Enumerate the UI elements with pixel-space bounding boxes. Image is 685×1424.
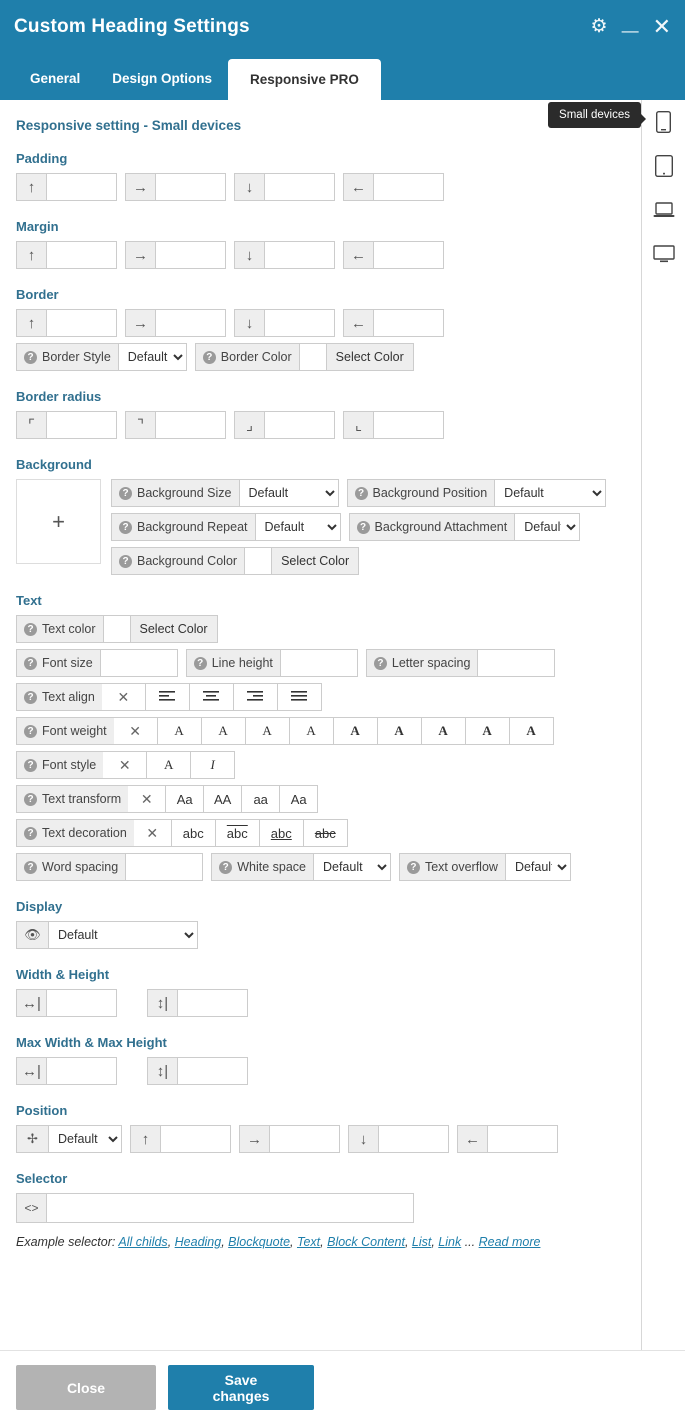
- text-decoration-label: ? Text decoration: [16, 819, 134, 847]
- word-spacing-input[interactable]: [125, 853, 203, 881]
- responsive-setting-heading: Responsive setting - Small devices: [16, 118, 242, 133]
- example-link-list[interactable]: List: [411, 1235, 432, 1249]
- radius-bottom-left-input[interactable]: [373, 411, 444, 439]
- arrow-right-icon: →: [125, 309, 155, 337]
- border-top: [16, 309, 117, 337]
- close-button[interactable]: Close: [16, 1365, 156, 1410]
- border-style-select[interactable]: [118, 343, 187, 371]
- padding-right-input[interactable]: [155, 173, 226, 201]
- help-icon[interactable]: ?: [24, 759, 37, 772]
- padding-top-input[interactable]: [46, 173, 117, 201]
- corner-top-right-icon: ⌝: [125, 411, 155, 439]
- help-icon[interactable]: ?: [219, 861, 232, 874]
- help-icon[interactable]: ?: [24, 623, 37, 636]
- text-transform-lowercase-button[interactable]: aa: [242, 785, 280, 813]
- width-icon: ↔|: [16, 1057, 46, 1085]
- desktop-icon[interactable]: [642, 232, 685, 276]
- padding-bottom: [234, 173, 335, 201]
- border-style-group: [16, 343, 187, 371]
- text-transform-none-button[interactable]: ✕: [128, 785, 166, 813]
- selector-row: [16, 1193, 629, 1223]
- help-icon[interactable]: ?: [24, 861, 37, 874]
- radius-bottom-left: [343, 411, 444, 439]
- white-space-group: [211, 853, 391, 881]
- font-weight-100-button[interactable]: A: [158, 717, 202, 745]
- background-repeat-label: ? Background Repeat: [111, 513, 255, 541]
- border-top-input[interactable]: [46, 309, 117, 337]
- help-icon[interactable]: ?: [119, 521, 132, 534]
- gear-icon[interactable]: ⚙: [590, 16, 608, 37]
- label-border-radius: Border radius: [16, 389, 102, 404]
- width-height-row: [16, 989, 629, 1017]
- word-spacing-group: [16, 853, 203, 881]
- padding-right: [125, 173, 226, 201]
- radius-bottom-right: [234, 411, 335, 439]
- display-group: [16, 921, 198, 949]
- arrow-left-icon: ←: [457, 1125, 487, 1153]
- label-padding: Padding: [16, 151, 68, 166]
- margin-left-input[interactable]: [373, 241, 444, 269]
- corner-bottom-left-icon: ⌞: [343, 411, 373, 439]
- background-size-select[interactable]: [239, 479, 339, 507]
- background-color-row: [111, 547, 606, 575]
- example-link-block-content[interactable]: Block Content: [327, 1235, 405, 1249]
- white-space-label: ? White space: [211, 853, 313, 881]
- text-transform-uppercase-button[interactable]: AA: [204, 785, 242, 813]
- text-align-row: [16, 683, 629, 711]
- font-size-group: [16, 649, 178, 677]
- help-icon[interactable]: ?: [194, 657, 207, 670]
- text-decoration-line-through-button[interactable]: abc: [304, 819, 348, 847]
- help-icon[interactable]: ?: [24, 827, 37, 840]
- max-width-group: [16, 1057, 117, 1085]
- border-style-label: ? Border Style: [16, 343, 118, 371]
- font-weight-700-button[interactable]: A: [422, 717, 466, 745]
- arrow-left-icon: ←: [343, 309, 373, 337]
- text-transform-row: [16, 785, 629, 813]
- display-select[interactable]: [48, 921, 198, 949]
- margin-top: [16, 241, 117, 269]
- letter-spacing-input[interactable]: [477, 649, 555, 677]
- padding-top: [16, 173, 117, 201]
- font-weight-500-button[interactable]: A: [334, 717, 378, 745]
- line-height-label: ? Line height: [186, 649, 280, 677]
- height-icon: ↕|: [147, 1057, 177, 1085]
- margin-right: [125, 241, 226, 269]
- example-link-link[interactable]: Link: [438, 1235, 462, 1249]
- background-color-swatch[interactable]: [244, 547, 272, 575]
- background-repeat-group: [111, 513, 341, 541]
- padding-bottom-input[interactable]: [264, 173, 335, 201]
- tab-general[interactable]: General: [30, 71, 81, 86]
- max-width-height-row: [16, 1057, 629, 1085]
- text-transform-initial-button[interactable]: Aa: [280, 785, 318, 813]
- text-align-left-button[interactable]: [146, 683, 190, 711]
- text-decoration-none-button[interactable]: ✕: [134, 819, 172, 847]
- padding-row: [16, 173, 629, 201]
- background-repeat-attachment-row: [111, 513, 606, 541]
- help-icon[interactable]: ?: [203, 351, 216, 364]
- text-align-right-button[interactable]: [234, 683, 278, 711]
- line-height-group: [186, 649, 358, 677]
- arrow-up-icon: ↑: [16, 241, 46, 269]
- font-style-none-button[interactable]: ✕: [103, 751, 147, 779]
- position-left: [457, 1125, 558, 1153]
- text-transform-capitalize-button[interactable]: Aa: [166, 785, 204, 813]
- example-link-heading[interactable]: Heading: [174, 1235, 222, 1249]
- arrow-up-icon: ↑: [130, 1125, 160, 1153]
- background-section: [16, 479, 629, 575]
- tablet-icon[interactable]: [642, 144, 685, 188]
- help-icon[interactable]: ?: [357, 521, 370, 534]
- text-align-center-button[interactable]: [190, 683, 234, 711]
- arrow-down-icon: ↓: [234, 173, 264, 201]
- spacing-overflow-row: [16, 853, 629, 881]
- text-align-group: [16, 683, 322, 711]
- font-weight-600-button[interactable]: A: [378, 717, 422, 745]
- label-border: Border: [16, 287, 59, 302]
- background-position-label: ? Background Position: [347, 479, 495, 507]
- position-right: [239, 1125, 340, 1153]
- text-align-label: ? Text align: [16, 683, 102, 711]
- arrow-down-icon: ↓: [348, 1125, 378, 1153]
- example-link-all-childs[interactable]: All childs: [118, 1235, 168, 1249]
- line-height-input[interactable]: [280, 649, 358, 677]
- height-group: [147, 989, 248, 1017]
- font-style-group: [16, 751, 235, 779]
- display-row: [16, 921, 629, 949]
- label-text: Text: [16, 593, 42, 608]
- border-right-input[interactable]: [155, 309, 226, 337]
- device-rail: [559, 100, 685, 1350]
- example-link-text[interactable]: Text: [296, 1235, 321, 1249]
- width-input[interactable]: [46, 989, 117, 1017]
- text-overflow-select[interactable]: [505, 853, 571, 881]
- close-icon[interactable]: ✕: [652, 13, 671, 39]
- example-prefix: Example selector:: [16, 1235, 119, 1249]
- border-bottom-input[interactable]: [264, 309, 335, 337]
- background-size-group: [111, 479, 339, 507]
- text-decoration-row: [16, 819, 629, 847]
- example-ellipsis: ...: [461, 1235, 479, 1249]
- example-link-blockquote[interactable]: Blockquote: [228, 1235, 291, 1249]
- border-style-color-row: [16, 343, 629, 371]
- position-top-input[interactable]: [160, 1125, 231, 1153]
- border-radius-row: [16, 411, 629, 439]
- font-weight-row: [16, 717, 629, 745]
- position-row: [16, 1125, 629, 1153]
- text-overflow-label: ? Text overflow: [399, 853, 505, 881]
- font-style-italic-button[interactable]: I: [191, 751, 235, 779]
- text-decoration-plain-button[interactable]: abc: [172, 819, 216, 847]
- arrow-right-icon: →: [125, 173, 155, 201]
- position-type-group: [16, 1125, 122, 1153]
- example-selector-text: Example selector: All childs, Heading, Blockquote, Text, Block Content, List, Link ... Read more: [16, 1235, 541, 1249]
- eye-icon: 👁: [16, 921, 48, 949]
- label-position: Position: [16, 1103, 68, 1118]
- text-decoration-underline-button[interactable]: abc: [260, 819, 304, 847]
- phone-icon[interactable]: [642, 100, 685, 144]
- text-decoration-overline-button[interactable]: $\overline{abc}$: [216, 819, 260, 847]
- background-position-select[interactable]: [494, 479, 606, 507]
- position-left-input[interactable]: [487, 1125, 558, 1153]
- code-icon: <>: [16, 1193, 46, 1223]
- help-icon[interactable]: ?: [24, 691, 37, 704]
- help-icon[interactable]: ?: [119, 487, 132, 500]
- tab-bar: [0, 53, 685, 100]
- position-select[interactable]: [48, 1125, 122, 1153]
- font-weight-group: [16, 717, 554, 745]
- border-color-swatch[interactable]: [299, 343, 327, 371]
- font-weight-200-button[interactable]: A: [202, 717, 246, 745]
- page-title: Custom Heading Settings: [14, 15, 250, 37]
- help-icon[interactable]: ?: [407, 861, 420, 874]
- text-decoration-group: [16, 819, 348, 847]
- letter-spacing-label: ? Letter spacing: [366, 649, 478, 677]
- tab-design-options[interactable]: Design Options: [112, 71, 213, 86]
- radius-top-right: [125, 411, 226, 439]
- position-bottom-input[interactable]: [378, 1125, 449, 1153]
- position-bottom: [348, 1125, 449, 1153]
- background-image-add-button[interactable]: +: [16, 479, 101, 564]
- help-icon[interactable]: ?: [355, 487, 368, 500]
- margin-right-input[interactable]: [155, 241, 226, 269]
- padding-left-input[interactable]: [373, 173, 444, 201]
- arrow-right-icon: →: [239, 1125, 269, 1153]
- width-icon: ↔|: [16, 989, 46, 1017]
- background-color-label: ? Background Color: [111, 547, 244, 575]
- window-titlebar: [0, 0, 685, 53]
- arrow-up-icon: ↑: [16, 309, 46, 337]
- font-weight-400-button[interactable]: A: [290, 717, 334, 745]
- save-changes-button[interactable]: Save changes: [168, 1365, 314, 1410]
- letter-spacing-group: [366, 649, 556, 677]
- label-display: Display: [16, 899, 63, 914]
- font-size-input[interactable]: [100, 649, 178, 677]
- radius-top-right-input[interactable]: [155, 411, 226, 439]
- text-align-none-button[interactable]: ✕: [102, 683, 146, 711]
- background-color-select-button[interactable]: Select Color: [272, 547, 359, 575]
- border-row: [16, 309, 629, 337]
- corner-top-left-icon: ⌜: [16, 411, 46, 439]
- margin-top-input[interactable]: [46, 241, 117, 269]
- font-style-label: ? Font style: [16, 751, 103, 779]
- device-tooltip: Small devices: [548, 102, 641, 128]
- help-icon[interactable]: ?: [374, 657, 387, 670]
- font-weight-300-button[interactable]: A: [246, 717, 290, 745]
- background-position-group: [347, 479, 607, 507]
- font-style-normal-button[interactable]: A: [147, 751, 191, 779]
- font-metrics-row: [16, 649, 629, 677]
- margin-bottom-input[interactable]: [264, 241, 335, 269]
- arrow-up-icon: ↑: [16, 173, 46, 201]
- label-width-height: Width & Height: [16, 967, 110, 982]
- arrow-down-icon: ↓: [234, 241, 264, 269]
- background-fields: [111, 479, 606, 575]
- radius-top-left: [16, 411, 117, 439]
- corner-bottom-right-icon: ⌟: [234, 411, 264, 439]
- window-controls: [591, 15, 671, 38]
- text-color-group: [16, 615, 218, 643]
- border-left-input[interactable]: [373, 309, 444, 337]
- font-weight-800-button[interactable]: A: [466, 717, 510, 745]
- arrow-down-icon: ↓: [234, 309, 264, 337]
- help-icon[interactable]: ?: [24, 793, 37, 806]
- help-icon[interactable]: ?: [24, 657, 37, 670]
- font-style-row: [16, 751, 629, 779]
- text-color-swatch[interactable]: [103, 615, 131, 643]
- help-icon[interactable]: ?: [24, 725, 37, 738]
- background-attachment-group: [349, 513, 581, 541]
- margin-row: [16, 241, 629, 269]
- label-margin: Margin: [16, 219, 59, 234]
- border-bottom: [234, 309, 335, 337]
- read-more-link[interactable]: Read more: [478, 1235, 541, 1249]
- position-right-input[interactable]: [269, 1125, 340, 1153]
- width-group: [16, 989, 117, 1017]
- border-color-select-button[interactable]: Select Color: [327, 343, 414, 371]
- border-right: [125, 309, 226, 337]
- font-weight-900-button[interactable]: A: [510, 717, 554, 745]
- text-overflow-group: [399, 853, 571, 881]
- word-spacing-label: ? Word spacing: [16, 853, 125, 881]
- border-left: [343, 309, 444, 337]
- label-selector: Selector: [16, 1171, 68, 1186]
- radius-bottom-right-input[interactable]: [264, 411, 335, 439]
- help-icon[interactable]: ?: [24, 351, 37, 364]
- text-transform-label: ? Text transform: [16, 785, 128, 813]
- border-color-group: [195, 343, 414, 371]
- font-weight-label: ? Font weight: [16, 717, 114, 745]
- laptop-icon[interactable]: [642, 188, 685, 232]
- text-transform-group: [16, 785, 318, 813]
- margin-left: [343, 241, 444, 269]
- margin-bottom: [234, 241, 335, 269]
- max-height-group: [147, 1057, 248, 1085]
- arrow-left-icon: ←: [343, 173, 373, 201]
- max-width-input[interactable]: [46, 1057, 117, 1085]
- border-color-label: ? Border Color: [195, 343, 299, 371]
- arrow-right-icon: →: [125, 241, 155, 269]
- background-attachment-select[interactable]: [514, 513, 580, 541]
- text-color-label: ? Text color: [16, 615, 103, 643]
- text-color-select-button[interactable]: Select Color: [131, 615, 218, 643]
- font-size-label: ? Font size: [16, 649, 100, 677]
- move-icon: ✢: [16, 1125, 48, 1153]
- white-space-select[interactable]: [313, 853, 391, 881]
- max-height-input[interactable]: [177, 1057, 248, 1085]
- font-weight-none-button[interactable]: ✕: [114, 717, 158, 745]
- radius-top-left-input[interactable]: [46, 411, 117, 439]
- text-align-justify-button[interactable]: [278, 683, 322, 711]
- minimize-icon[interactable]: —: [621, 20, 639, 40]
- settings-panel: [0, 100, 685, 1350]
- dialog-footer: [0, 1350, 685, 1424]
- height-icon: ↕|: [147, 989, 177, 1017]
- padding-left: [343, 173, 444, 201]
- tab-responsive-pro[interactable]: Responsive PRO: [228, 59, 381, 101]
- height-input[interactable]: [177, 989, 248, 1017]
- background-color-group: [111, 547, 359, 575]
- position-top: [130, 1125, 231, 1153]
- background-size-label: ? Background Size: [111, 479, 239, 507]
- background-repeat-select[interactable]: [255, 513, 341, 541]
- text-color-row: [16, 615, 629, 643]
- help-icon[interactable]: ?: [119, 555, 132, 568]
- arrow-left-icon: ←: [343, 241, 373, 269]
- label-background: Background: [16, 457, 92, 472]
- background-attachment-label: ? Background Attachment: [349, 513, 515, 541]
- background-size-position-row: [111, 479, 606, 507]
- label-max-width-height: Max Width & Max Height: [16, 1035, 167, 1050]
- selector-input[interactable]: [46, 1193, 414, 1223]
